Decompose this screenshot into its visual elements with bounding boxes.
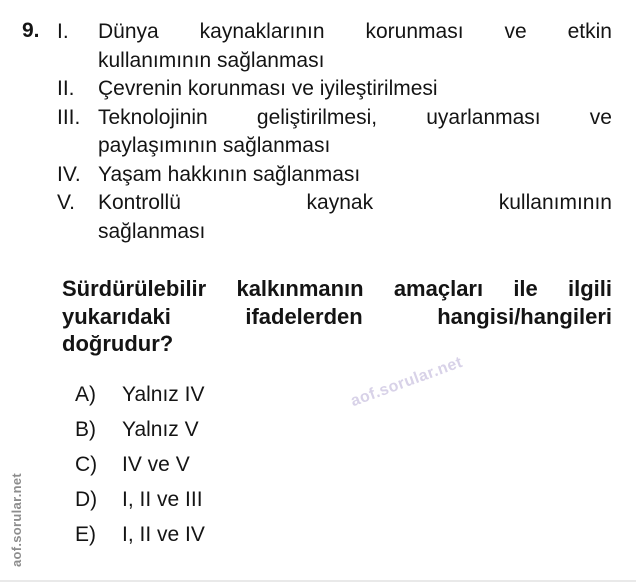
statement-item bbox=[57, 75, 612, 104]
statement-lines bbox=[98, 104, 612, 161]
word: korunması bbox=[365, 20, 464, 43]
word: ifadelerden bbox=[245, 303, 363, 329]
word: Teknolojinin bbox=[98, 105, 208, 129]
stem-line bbox=[62, 303, 612, 331]
word: kalkınmanın bbox=[236, 276, 364, 301]
word: kaynaklarının bbox=[199, 20, 325, 43]
statement-line: kullanımının sağlanması bbox=[98, 48, 325, 72]
question-number: 9. bbox=[22, 19, 40, 42]
statement-numeral: II. bbox=[57, 77, 75, 100]
statement-lines bbox=[98, 75, 612, 104]
option-text: Yalnız IV bbox=[122, 383, 205, 406]
option-letter: E) bbox=[75, 523, 96, 546]
statement-numeral: III. bbox=[57, 105, 81, 129]
word: Sürdürülebilir bbox=[62, 276, 207, 301]
statement-line: paylaşımının sağlanması bbox=[98, 134, 331, 157]
answer-option[interactable] bbox=[75, 419, 205, 441]
statement-lines bbox=[98, 161, 612, 190]
option-text: IV ve V bbox=[122, 453, 190, 476]
statement-line: Çevrenin korunması ve iyileştirilmesi bbox=[98, 77, 438, 100]
stem-line: doğrudur? bbox=[62, 331, 174, 357]
statement-item bbox=[57, 161, 612, 190]
answer-option[interactable] bbox=[75, 454, 205, 476]
watermark-vertical: aof.sorular.net bbox=[9, 472, 24, 568]
word: kullanımının bbox=[498, 191, 612, 214]
statement-item bbox=[57, 104, 612, 161]
statement-item bbox=[57, 189, 612, 246]
word: ve bbox=[504, 20, 527, 43]
answer-option[interactable] bbox=[75, 489, 205, 511]
word: ve bbox=[589, 105, 612, 129]
statement-lines bbox=[98, 189, 612, 246]
answer-option[interactable] bbox=[75, 384, 205, 406]
word: hangisi/hangileri bbox=[437, 303, 612, 329]
word: kaynak bbox=[306, 191, 374, 214]
statement-line bbox=[98, 189, 612, 218]
statement-line: sağlanması bbox=[98, 219, 206, 243]
word: ile bbox=[513, 276, 538, 301]
word: uyarlanması bbox=[426, 105, 541, 129]
answer-option[interactable] bbox=[75, 524, 205, 546]
statement-item bbox=[57, 18, 612, 75]
option-letter: D) bbox=[75, 488, 98, 511]
option-text: I, II ve III bbox=[122, 488, 203, 511]
option-letter: A) bbox=[75, 383, 96, 406]
statement-numeral: I. bbox=[57, 20, 69, 43]
statement-line: Yaşam hakkının sağlanması bbox=[98, 162, 361, 186]
statement-line bbox=[98, 104, 612, 133]
statement-line bbox=[98, 18, 612, 47]
word: amaçları bbox=[393, 276, 484, 301]
word: yukarıdaki bbox=[62, 303, 171, 329]
word: ilgili bbox=[567, 276, 612, 301]
word: geliştirilmesi, bbox=[256, 105, 378, 129]
option-text: I, II ve IV bbox=[122, 523, 205, 546]
option-text: Yalnız V bbox=[122, 418, 199, 441]
option-letter: C) bbox=[75, 453, 98, 476]
watermark-diagonal: aof.sorular.net bbox=[348, 353, 465, 411]
statements-list bbox=[57, 18, 612, 246]
question-stem bbox=[62, 275, 612, 358]
option-letter: B) bbox=[75, 418, 96, 441]
statement-numeral: IV. bbox=[57, 162, 81, 186]
word: etkin bbox=[567, 20, 612, 43]
options-list bbox=[75, 384, 205, 559]
word: Dünya bbox=[98, 20, 159, 43]
statement-numeral: V. bbox=[57, 191, 75, 214]
stem-line bbox=[62, 275, 612, 303]
word: Kontrollü bbox=[98, 191, 181, 214]
statement-lines bbox=[98, 18, 612, 75]
